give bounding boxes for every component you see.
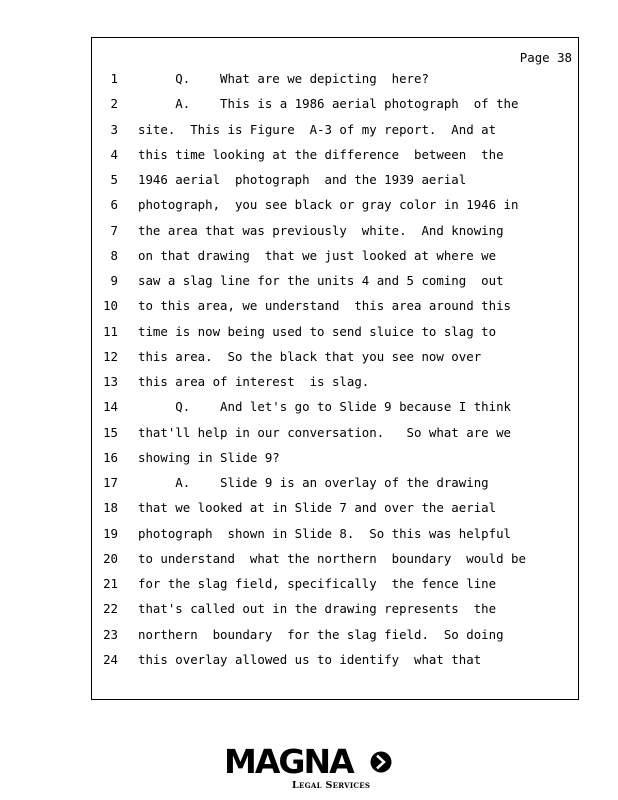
line-number: 15 bbox=[103, 424, 118, 440]
line-text: Q. And let's go to Slide 9 because I think bbox=[138, 399, 511, 415]
transcript-line bbox=[92, 450, 578, 475]
line-number: 4 bbox=[110, 146, 118, 162]
line-number: 17 bbox=[103, 475, 118, 490]
transcript-line bbox=[92, 298, 578, 323]
line-number: 8 bbox=[110, 247, 118, 263]
line-number: 3 bbox=[110, 121, 118, 137]
transcript-line bbox=[92, 122, 578, 147]
line-text: 1946 aerial photograph and the 1939 aerial bbox=[138, 172, 467, 187]
transcript-line bbox=[92, 425, 578, 450]
transcript-lines bbox=[92, 71, 578, 677]
line-number: 12 bbox=[103, 348, 118, 364]
line-number: 18 bbox=[103, 500, 118, 516]
transcript-line bbox=[92, 96, 578, 121]
transcript-line bbox=[92, 627, 578, 652]
transcript-page bbox=[91, 37, 579, 700]
transcript-line bbox=[92, 652, 578, 677]
line-number: 23 bbox=[103, 626, 118, 642]
line-number: 21 bbox=[103, 576, 118, 591]
line-text: Q. What are we depicting here? bbox=[138, 71, 429, 86]
magna-logo bbox=[224, 744, 396, 794]
line-text: this overlay allowed us to identify what that bbox=[138, 651, 482, 667]
transcript-line bbox=[92, 248, 578, 273]
line-number: 6 bbox=[110, 197, 118, 213]
logo-wordmark: MAGNA bbox=[224, 742, 353, 781]
line-number: 9 bbox=[110, 273, 118, 288]
transcript-line bbox=[92, 197, 578, 222]
line-number: 7 bbox=[110, 222, 118, 238]
transcript-line bbox=[92, 172, 578, 197]
logo-subtitle: Legal Services bbox=[292, 780, 371, 791]
transcript-line bbox=[92, 526, 578, 551]
transcript-line bbox=[92, 475, 578, 500]
line-number: 19 bbox=[103, 525, 118, 541]
line-number: 11 bbox=[103, 323, 118, 339]
transcript-line bbox=[92, 374, 578, 399]
line-number: 5 bbox=[110, 172, 118, 187]
line-number: 22 bbox=[103, 601, 118, 617]
line-text: on that drawing that we just looked at where we bbox=[138, 247, 497, 263]
line-number: 14 bbox=[103, 399, 118, 415]
line-text: to understand what the northern boundary would be bbox=[138, 550, 526, 566]
line-number: 1 bbox=[110, 71, 118, 86]
transcript-line bbox=[92, 71, 578, 96]
line-text: A. This is a 1986 aerial photograph of the bbox=[138, 96, 519, 112]
line-number: 10 bbox=[103, 298, 118, 314]
line-text: to this area, we understand this area around this bbox=[138, 298, 511, 314]
line-text: A. Slide 9 is an overlay of the drawing bbox=[138, 475, 489, 490]
line-number: 20 bbox=[103, 550, 118, 566]
line-text: for the slag field, specifically the fence line bbox=[138, 576, 497, 591]
line-text: the area that was previously white. And knowing bbox=[138, 222, 504, 238]
arrow-circle-icon bbox=[370, 751, 392, 773]
line-text: that we looked at in Slide 7 and over the aerial bbox=[138, 500, 497, 516]
line-text: showing in Slide 9? bbox=[138, 449, 280, 465]
line-text: that's called out in the drawing represents the bbox=[138, 601, 497, 617]
line-number: 2 bbox=[110, 96, 118, 112]
transcript-line bbox=[92, 551, 578, 576]
transcript-line bbox=[92, 273, 578, 298]
line-text: photograph, you see black or gray color in 1946 in bbox=[138, 197, 519, 213]
page-number: Page 38 bbox=[519, 50, 572, 65]
line-text: saw a slag line for the units 4 and 5 coming out bbox=[138, 273, 504, 288]
transcript-line bbox=[92, 349, 578, 374]
line-text: this area. So the black that you see now over bbox=[138, 348, 482, 364]
line-number: 24 bbox=[103, 651, 118, 667]
transcript-line bbox=[92, 500, 578, 525]
line-text: that'll help in our conversation. So what are we bbox=[138, 424, 511, 440]
line-number: 16 bbox=[103, 449, 118, 465]
line-text: time is now being used to send sluice to slag to bbox=[138, 323, 497, 339]
line-text: site. This is Figure A-3 of my report. And at bbox=[138, 121, 497, 137]
line-text: this time looking at the difference between the bbox=[138, 146, 504, 162]
transcript-line bbox=[92, 399, 578, 424]
transcript-line bbox=[92, 576, 578, 601]
transcript-line bbox=[92, 324, 578, 349]
line-text: this area of interest is slag. bbox=[138, 374, 370, 389]
line-number: 13 bbox=[103, 374, 118, 389]
line-text: photograph shown in Slide 8. So this was helpful bbox=[138, 525, 511, 541]
transcript-line bbox=[92, 601, 578, 626]
line-text: northern boundary for the slag field. So doing bbox=[138, 626, 504, 642]
transcript-line bbox=[92, 147, 578, 172]
transcript-line bbox=[92, 223, 578, 248]
